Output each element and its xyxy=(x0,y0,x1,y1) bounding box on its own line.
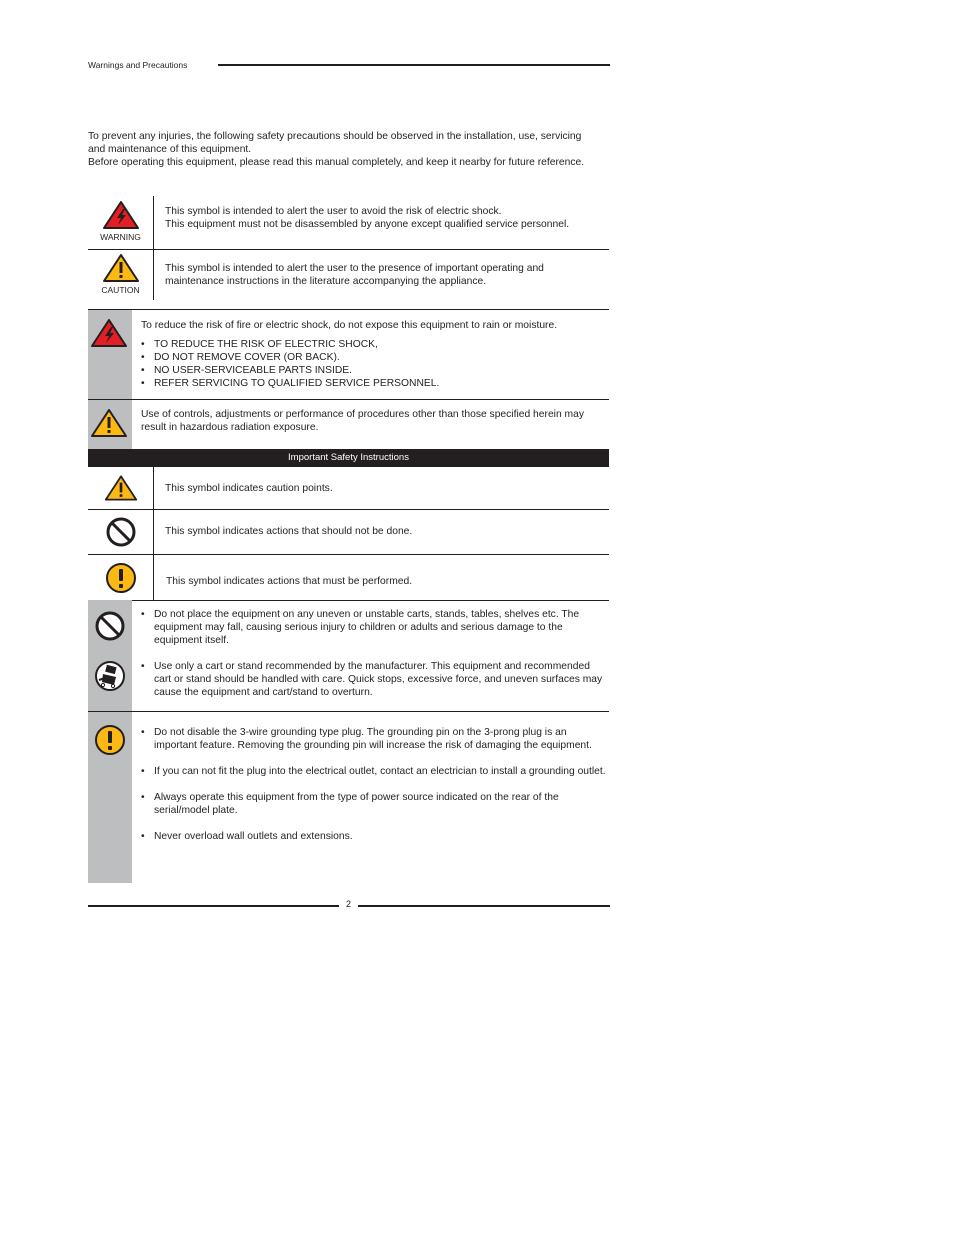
legend-text: This symbol indicates actions that must be performed. xyxy=(166,576,413,587)
cart-tipover-icon xyxy=(94,660,126,692)
radiation-icon-column xyxy=(88,400,132,450)
warning-text-2: This equipment must not be disassembled by anyone except qualified service personnel. xyxy=(165,219,570,230)
electric-shock-warning-icon xyxy=(102,200,140,230)
caution-triangle-icon xyxy=(90,408,128,438)
legend-text: This symbol indicates actions that should not be done. xyxy=(165,526,413,537)
legend-icon-cell xyxy=(88,510,154,554)
warning-caption: WARNING xyxy=(100,232,141,242)
mandatory-block xyxy=(88,711,609,883)
list-item: • Do not disable the 3-wire grounding type plug. The grounding pin on the 3-prong plug is an important feature. Removing the grounding pin will increase the risk of damaging the equipment. xyxy=(141,726,609,752)
prohibited-block xyxy=(88,600,609,711)
warning-description xyxy=(165,205,605,231)
legend-row-caution xyxy=(88,467,609,510)
prohibited-icon xyxy=(94,610,126,642)
shock-icon-column xyxy=(88,310,132,399)
radiation-block xyxy=(88,399,609,450)
prohibited-text xyxy=(141,600,609,699)
symbol-cell-warning xyxy=(88,196,154,249)
intro-text xyxy=(88,130,588,169)
caution-triangle-icon xyxy=(104,473,138,503)
shock-block xyxy=(88,309,609,399)
instruction-section xyxy=(88,600,609,883)
radiation-text: Use of controls, adjustments or performance of procedures other than those specified herein may result in hazardous radiation exposure. xyxy=(141,409,584,433)
mandatory-list xyxy=(141,726,609,843)
safety-instructions-bar: Important Safety Instructions xyxy=(88,449,609,467)
footer-rule-left xyxy=(88,905,339,907)
intro-line-2: Before operating this equipment, please read this manual completely, and keep it nearby for future reference. xyxy=(88,157,585,168)
list-item: • DO NOT REMOVE COVER (OR BACK). xyxy=(141,351,609,364)
symbol-cell-caution xyxy=(88,250,154,300)
gray-warning-section xyxy=(88,309,609,450)
mandatory-exclamation-icon xyxy=(105,562,137,594)
caution-caption: CAUTION xyxy=(101,285,140,295)
legend-table xyxy=(88,467,609,601)
header-rule xyxy=(218,64,610,66)
shock-text xyxy=(141,310,609,390)
page-number: 2 xyxy=(345,899,351,909)
legend-text: This symbol indicates caution points. xyxy=(165,483,333,494)
shock-intro: To reduce the risk of fire or electric shock, do not expose this equipment to rain or moisture. xyxy=(141,320,558,331)
intro-line-1: To prevent any injuries, the following safety precautions should be observed in the installation, use, servicing and maintenance of this equipment. xyxy=(88,131,582,155)
legend-icon-cell xyxy=(88,555,154,600)
mandatory-exclamation-icon xyxy=(94,724,126,756)
prohibited-icon xyxy=(105,516,137,548)
prohibited-list xyxy=(141,608,609,699)
list-item: • Do not place the equipment on any uneven or unstable carts, stands, tables, shelves etc. The equipment may fall, causing serious injury to children or adults and serious damage to the equipment itself. xyxy=(141,608,609,647)
list-item: • REFER SERVICING TO QUALIFIED SERVICE PERSONNEL. xyxy=(141,377,609,390)
list-item: • Use only a cart or stand recommended by the manufacturer. This equipment and recommended cart or stand should be handled with care. Quick stops, excessive force, and uneven surfaces may cause the equipment and cart/stand to overturn. xyxy=(141,660,609,699)
legend-icon-cell xyxy=(88,467,154,509)
caution-description: This symbol is intended to alert the user to the presence of important operating and maintenance instructions in the literature accompanying the appliance. xyxy=(165,263,544,287)
symbol-table xyxy=(88,196,609,300)
mandatory-icon-column xyxy=(88,712,132,883)
list-item: • Always operate this equipment from the type of power source indicated on the rear of the serial/model plate. xyxy=(141,791,609,817)
symbol-row-warning xyxy=(88,196,609,250)
list-item: • If you can not fit the plug into the electrical outlet, contact an electrician to install a grounding outlet. xyxy=(141,765,609,778)
symbol-row-caution xyxy=(88,250,609,300)
list-item: • NO USER-SERVICEABLE PARTS INSIDE. xyxy=(141,364,609,377)
shock-list xyxy=(141,338,609,390)
mandatory-text xyxy=(141,712,609,843)
list-item: • Never overload wall outlets and extensions. xyxy=(141,830,609,843)
caution-triangle-icon xyxy=(102,253,140,283)
list-item: • TO REDUCE THE RISK OF ELECTRIC SHOCK, xyxy=(141,338,609,351)
legend-row-prohibited xyxy=(88,510,609,555)
section-title: Warnings and Precautions xyxy=(88,60,188,70)
warning-text-1: This symbol is intended to alert the user to avoid the risk of electric shock. xyxy=(165,206,502,217)
electric-shock-warning-icon xyxy=(90,318,128,348)
prohibited-icon-column xyxy=(88,600,132,711)
footer-rule-right xyxy=(358,905,610,907)
legend-row-mandatory xyxy=(88,555,609,601)
